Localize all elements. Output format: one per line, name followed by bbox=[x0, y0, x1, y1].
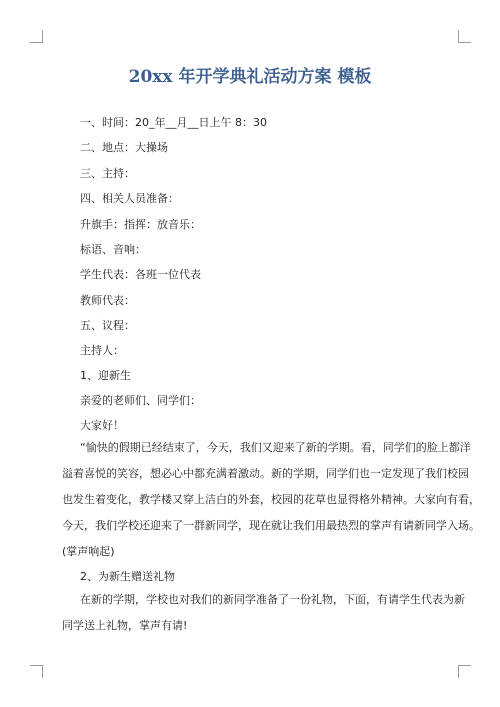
hello-line: 大家好！ bbox=[80, 419, 124, 432]
agenda-line-banners: 标语、音响： bbox=[80, 243, 146, 256]
section-2-heading: 2、为新生赠送礼物 bbox=[80, 570, 175, 583]
agenda-line-staff-heading: 四、相关人员准备： bbox=[80, 192, 179, 205]
speech-paragraph bbox=[62, 435, 480, 565]
paragraph-line: 同学送上礼物，掌声有请! bbox=[62, 619, 188, 632]
agenda-line-flag-roles: 升旗手：指挥：放音乐： bbox=[80, 218, 201, 231]
paragraph-line: “愉快的假期已经结束了，今天，我们又迎来了新的学期。看，同学们的脸上都洋 bbox=[80, 441, 471, 454]
page-corner-mark bbox=[30, 665, 43, 678]
agenda-line-location: 二、地点：大操场 bbox=[80, 141, 168, 154]
paragraph-line: 也发生着变化，教学楼又穿上洁白的外套，校园的花草也显得格外精神。大家向有看， bbox=[62, 493, 480, 506]
paragraph-line: 溢着喜悦的笑容，想必心中都充满着激动。新的学期，同学们也一定发现了我们校园 bbox=[62, 467, 469, 480]
paragraph-line: 在新的学期，学校也对我们的新同学准备了一份礼物，下面，有请学生代表为新 bbox=[80, 593, 465, 606]
paragraph-line: (掌声响起) bbox=[62, 545, 115, 558]
agenda-line-time: 一、时间：20_年__月__日上午 8：30 bbox=[80, 116, 267, 129]
agenda-line-emcee: 主持人： bbox=[80, 344, 124, 357]
agenda-line-program: 五、议程： bbox=[80, 319, 135, 332]
agenda-line-host: 三、主持： bbox=[80, 167, 135, 180]
section-1-heading: 1、迎新生 bbox=[80, 369, 131, 382]
greeting-line: 亲爱的老师们、同学们： bbox=[80, 394, 201, 407]
document-title: 20xx 年开学典礼活动方案 模板 bbox=[128, 67, 372, 87]
page-corner-mark bbox=[458, 30, 471, 43]
agenda-line-teacher-reps: 教师代表： bbox=[80, 294, 135, 307]
agenda-line-student-reps: 学生代表：各班一位代表 bbox=[80, 268, 201, 281]
page-corner-mark bbox=[30, 30, 43, 43]
gift-paragraph bbox=[62, 587, 465, 639]
paragraph-line: 今天，我们学校还迎来了一群新同学，现在就让我们用最热烈的掌声有请新同学入场。 bbox=[62, 519, 480, 532]
page-corner-mark bbox=[458, 665, 471, 678]
